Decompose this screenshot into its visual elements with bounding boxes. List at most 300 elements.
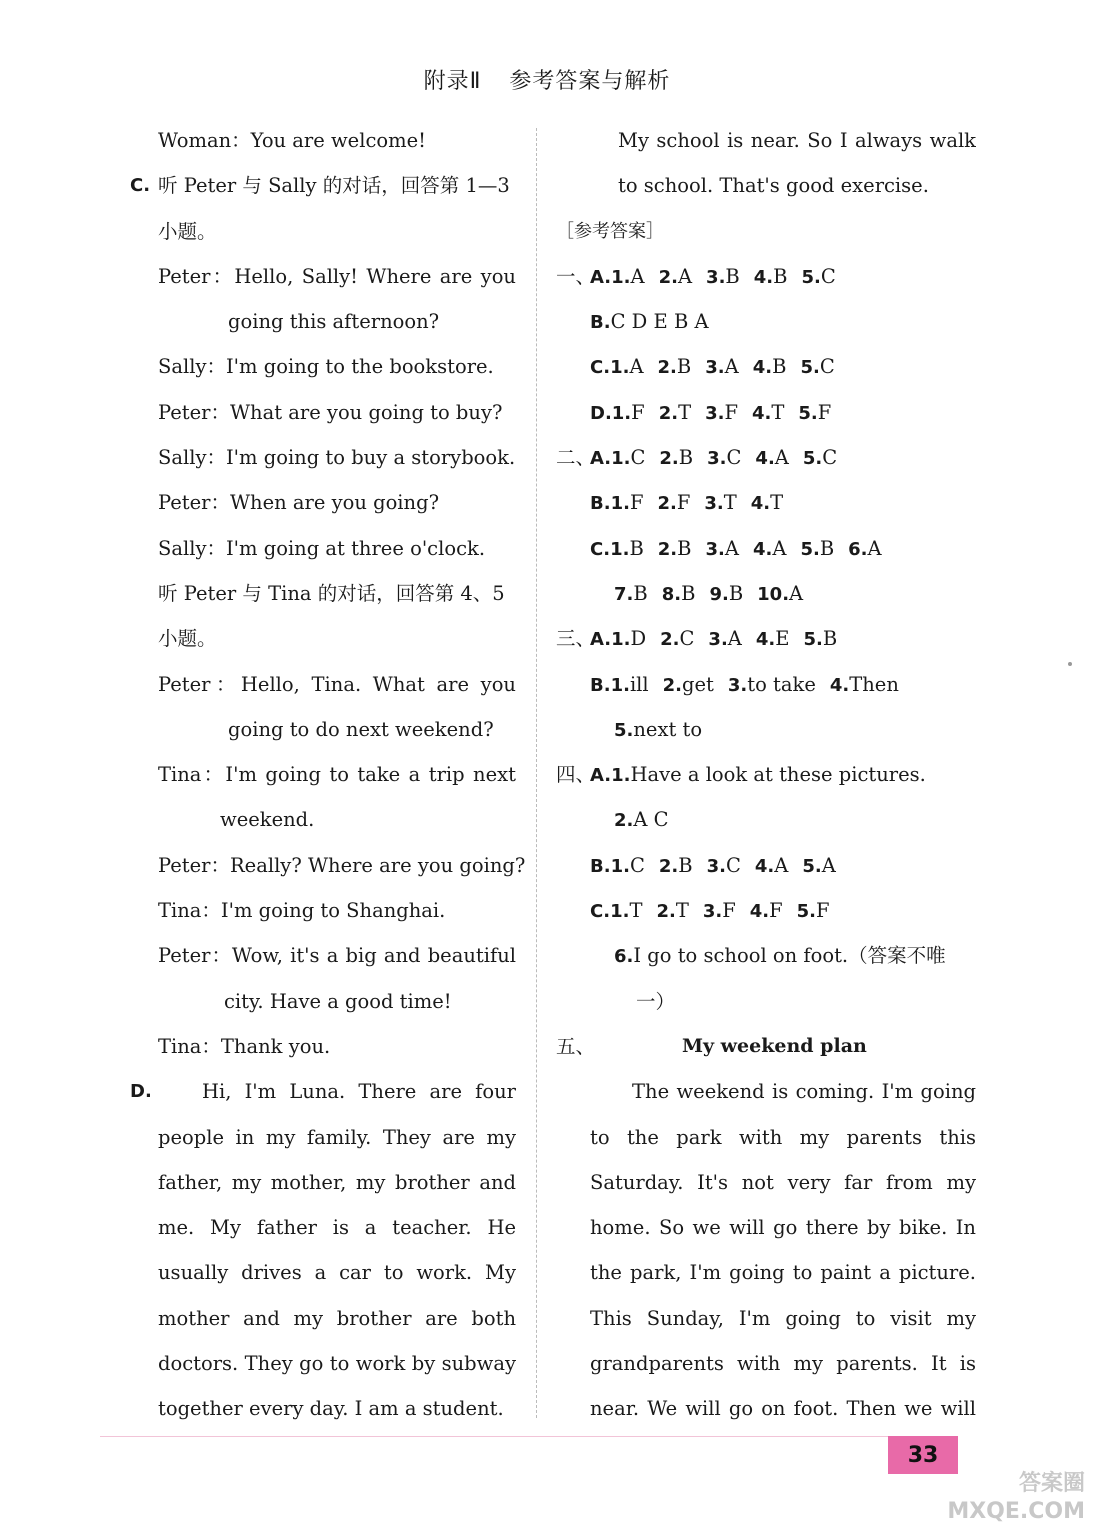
part-label: A. (590, 765, 612, 787)
line-text: near. We will go on foot. Then we will (590, 1397, 976, 1421)
line-text: Tina：I'm going to Shanghai. (158, 899, 446, 923)
line-text: The weekend is coming. I'm going (632, 1080, 976, 1104)
text-line (130, 1205, 516, 1250)
answer-value: C (726, 446, 742, 470)
answer-value: C (630, 446, 646, 470)
answer-value: F (676, 491, 691, 515)
answer-value: F (816, 899, 830, 923)
text-line (130, 571, 516, 616)
question-number: 1. (610, 357, 630, 379)
question-number: 1. (611, 448, 631, 470)
text-line (130, 1160, 516, 1205)
answer-value: C D E B A (610, 310, 709, 334)
answer-row (556, 390, 976, 435)
answer-item (755, 843, 788, 889)
answer-value: T (675, 899, 689, 923)
answer-item (752, 390, 784, 436)
question-number: 1. (611, 765, 631, 787)
text-line (130, 1069, 516, 1114)
line-text: Peter：Wow, it's a big and beautiful (158, 944, 516, 968)
header-title: 参考答案与解析 (509, 69, 671, 94)
answer-value: F (629, 491, 644, 515)
question-number: 10. (757, 583, 790, 605)
answer-item (611, 299, 709, 344)
answer-value: ill (629, 672, 649, 696)
question-number: 3. (705, 538, 725, 560)
part-label: B. (590, 493, 611, 515)
answer-value: B (772, 355, 787, 379)
answer-value: T (629, 899, 643, 923)
question-number: 3. (705, 402, 725, 424)
question-number: 3. (707, 448, 727, 470)
text-line (556, 118, 976, 163)
section-number: 五、 (556, 1034, 596, 1058)
line-text: weekend. (220, 808, 315, 832)
line-text: Hi, I'm Luna. There are four (202, 1080, 516, 1104)
line-text: This Sunday, I'm going to visit my (590, 1306, 976, 1330)
question-number: 5. (800, 538, 820, 560)
line-text: Peter：What are you going to buy? (158, 400, 503, 424)
text-line (130, 797, 516, 842)
line-text: Peter：When are you going? (158, 491, 440, 515)
essay-title-row (556, 1024, 976, 1069)
question-number: 4. (753, 266, 774, 288)
footer-rule (100, 1436, 890, 1437)
answer-item (614, 707, 702, 753)
answer-item (797, 888, 830, 934)
text-line (130, 1115, 516, 1160)
line-text: father, my mother, my brother and (158, 1170, 516, 1194)
question-number: 4. (749, 901, 770, 923)
answer-item (611, 435, 645, 481)
answer-value: C (822, 446, 838, 470)
answer-value: T (723, 491, 737, 515)
answer-value: Then (849, 672, 899, 696)
line-text: Saturday. It's not very far from my (590, 1170, 976, 1194)
answer-row (556, 571, 976, 616)
answer-item (707, 843, 741, 889)
answer-row (556, 933, 976, 978)
line-text: mother and my brother are both (158, 1306, 516, 1330)
answer-value: F (631, 400, 645, 424)
text-line (556, 163, 976, 208)
answer-row (556, 662, 976, 707)
line-text: Tina：Thank you. (158, 1034, 331, 1058)
answer-item (750, 888, 783, 934)
question-number: 2. (659, 448, 679, 470)
question-number: 2. (658, 855, 679, 877)
answer-item (800, 344, 834, 390)
section-label: C. (130, 175, 151, 197)
watermark-text: 答案圈 (1018, 1471, 1085, 1496)
question-number: 5. (801, 266, 821, 288)
part-label: A. (590, 266, 612, 288)
answer-value: B (773, 264, 788, 288)
question-number: 2. (660, 629, 680, 651)
question-number: 1. (611, 266, 631, 288)
essay-line (556, 1250, 976, 1295)
answer-item (658, 526, 692, 572)
question-number: 4. (754, 855, 775, 877)
answer-value: F (817, 400, 832, 424)
text-line (130, 435, 516, 480)
line-text: My school is near. So I always walk (618, 129, 976, 152)
answer-value: B (676, 355, 692, 379)
line-text: 听 Peter 与 Sally 的对话，回答第 1—3 (158, 174, 510, 198)
page-header (0, 64, 1094, 95)
answer-value: B (629, 536, 644, 560)
text-line (130, 163, 516, 208)
answer-item (610, 888, 642, 934)
text-line (130, 118, 516, 163)
question-number: 6. (848, 538, 868, 560)
answer-item (611, 752, 926, 798)
answer-item (611, 843, 645, 889)
answer-item (728, 662, 816, 708)
answer-item (800, 526, 834, 572)
line-text: Sally：I'm going at three o'clock. (158, 536, 486, 560)
answer-value: A (774, 853, 789, 877)
question-number: 2. (658, 402, 679, 424)
answer-item (798, 390, 831, 436)
answer-item (614, 933, 946, 979)
answer-item (753, 344, 787, 390)
line-text: together every day. I am a student. (158, 1397, 504, 1421)
section-number: 四、 (556, 763, 596, 787)
answer-value: I go to school on foot.（答案不唯 (633, 944, 946, 968)
question-number: 4. (751, 402, 772, 424)
answer-value: Have a look at these pictures. (630, 763, 926, 787)
answer-row (556, 254, 976, 299)
question-number: 9. (709, 583, 729, 605)
answer-item (614, 797, 669, 843)
margin-dot (1068, 662, 1072, 666)
answer-value: B (677, 536, 692, 560)
answer-value: B (728, 581, 744, 605)
question-number: 6. (614, 946, 634, 968)
answer-value: B (725, 264, 740, 288)
text-line (130, 344, 516, 389)
answer-value: T (678, 400, 692, 424)
answer-item (636, 979, 675, 1024)
question-number: 2. (658, 266, 678, 288)
question-number: 4. (752, 538, 773, 560)
watermark-url: MXQE.COM (947, 1499, 1085, 1524)
line-text: to school. That's good exercise. (618, 174, 929, 198)
answer-value: B (819, 536, 835, 560)
answer-item (757, 571, 803, 617)
part-label: C. (590, 357, 611, 379)
line-text: to the park with my parents this (590, 1125, 976, 1149)
answer-value: A (724, 536, 739, 560)
essay-line (556, 1341, 976, 1386)
essay-title: My weekend plan (682, 1034, 867, 1057)
essay-line (556, 1115, 976, 1160)
answer-value: to take (747, 672, 816, 696)
text-line (130, 526, 516, 571)
answer-value: C (820, 264, 836, 288)
line-text: 小题。 (158, 627, 217, 651)
answer-value: T (770, 491, 784, 515)
text-line (130, 254, 516, 299)
text-line (130, 1296, 516, 1341)
answer-item (659, 390, 691, 436)
answer-item (659, 843, 693, 889)
question-number: 1. (610, 493, 630, 515)
answer-value: D (630, 627, 647, 651)
line-text: doctors. They go to work by subway (158, 1352, 516, 1376)
text-line (130, 888, 516, 933)
left-column (130, 118, 526, 1432)
header-appendix: 附录Ⅱ (423, 69, 482, 94)
question-number: 5. (796, 901, 817, 923)
answer-row (556, 435, 976, 480)
part-label: B. (590, 855, 611, 877)
answer-value: C (679, 627, 695, 651)
answer-item (706, 254, 740, 300)
answer-row (556, 888, 976, 933)
essay-line (556, 1069, 976, 1114)
question-number: 2. (656, 901, 676, 923)
text-line (130, 390, 516, 435)
answers-heading: ［参考答案］ (556, 220, 664, 242)
answer-item (707, 435, 741, 481)
question-number: 5. (798, 402, 818, 424)
part-label: C. (590, 901, 611, 923)
answer-row (556, 480, 976, 525)
question-number: 4. (755, 629, 776, 651)
part-label: A. (590, 448, 612, 470)
line-text: 听 Peter 与 Tina 的对话，回答第 4、5 (158, 581, 505, 605)
answer-row (556, 707, 976, 752)
question-number: 3. (706, 855, 726, 877)
question-number: 1. (611, 402, 632, 424)
answer-value: T (771, 400, 785, 424)
question-number: 5. (803, 629, 823, 651)
answer-value: A (867, 536, 882, 560)
answer-value: B (822, 627, 838, 651)
line-text: grandparents with my parents. It is (590, 1352, 976, 1376)
question-number: 3. (705, 357, 725, 379)
answer-value: A (772, 536, 787, 560)
answer-item (663, 662, 714, 708)
answer-row (556, 616, 976, 661)
line-text: Sally：I'm going to buy a storybook. (158, 446, 516, 470)
answer-item (657, 480, 690, 526)
right-column (556, 118, 976, 1432)
answer-value: E (775, 627, 790, 651)
answer-value: A (774, 446, 789, 470)
answer-item (611, 662, 649, 708)
question-number: 3. (702, 901, 723, 923)
text-line (130, 752, 516, 797)
question-number: 2. (657, 493, 677, 515)
answer-item (704, 480, 736, 526)
question-number: 7. (614, 583, 634, 605)
answer-item (610, 344, 643, 390)
section-number: 一、 (556, 264, 596, 288)
part-label: C. (590, 538, 611, 560)
text-line (130, 1386, 516, 1431)
answer-value: F (769, 899, 783, 923)
question-number: 1. (611, 629, 631, 651)
answer-value: C (629, 853, 645, 877)
text-line (130, 662, 516, 707)
essay-line (556, 1296, 976, 1341)
answer-item (706, 526, 739, 572)
line-text: going this afternoon? (228, 310, 440, 334)
text-line (130, 843, 526, 888)
line-text: Sally：I'm going to the bookstore. (158, 355, 494, 379)
line-text: going to do next weekend? (228, 717, 494, 741)
part-label: B. (590, 312, 611, 334)
answer-item (656, 888, 688, 934)
question-number: 2. (657, 357, 677, 379)
answer-item (848, 526, 881, 572)
answer-value: A (789, 581, 804, 605)
answer-item (659, 435, 693, 481)
answer-value: B (678, 446, 694, 470)
section-number: 三、 (556, 627, 596, 651)
answer-item (709, 571, 743, 617)
answer-item (662, 571, 696, 617)
answer-item (610, 526, 644, 572)
answer-value: get (682, 672, 714, 696)
text-line (130, 1024, 516, 1069)
answer-value: A C (633, 808, 669, 832)
line-text: Woman：You are welcome! (158, 129, 426, 152)
answer-item (830, 662, 899, 708)
line-text: home. So we will go there by bike. In (590, 1216, 976, 1240)
answer-item (612, 390, 645, 436)
question-number: 4. (829, 674, 850, 696)
answer-value: C (725, 853, 741, 877)
answer-item (660, 616, 694, 662)
answer-item (658, 344, 692, 390)
text-line (130, 299, 516, 344)
answer-value: B (633, 581, 648, 605)
answer-item (614, 571, 648, 617)
answer-item (611, 254, 644, 300)
answer-item (803, 435, 837, 481)
text-line (130, 480, 516, 525)
answer-row (556, 797, 976, 842)
part-label: B. (590, 674, 611, 696)
answer-value: A (630, 264, 645, 288)
text-line (130, 616, 516, 661)
answer-row (556, 299, 976, 344)
answer-item (751, 480, 783, 526)
answer-value: A (677, 264, 693, 288)
answer-value: F (724, 400, 738, 424)
question-number: 4. (750, 493, 771, 515)
answer-value: A (821, 853, 836, 877)
question-number: 2. (614, 810, 634, 832)
section-label: D. (130, 1081, 152, 1103)
question-number: 5. (802, 855, 822, 877)
answer-item (804, 616, 838, 662)
part-label: A. (590, 629, 612, 651)
text-line (130, 933, 516, 978)
answer-value: A (629, 355, 644, 379)
question-number: 3. (706, 266, 726, 288)
line-text: the park, I'm going to paint a picture. (590, 1261, 976, 1285)
line-text: Tina：I'm going to take a trip next (158, 763, 516, 787)
watermark (915, 1470, 1085, 1530)
answer-value: A (727, 627, 742, 651)
answer-value: B (681, 581, 696, 605)
question-number: 3. (708, 629, 728, 651)
answer-value: F (722, 899, 736, 923)
answer-item (708, 616, 741, 662)
question-number: 1. (610, 855, 630, 877)
question-number: 2. (657, 538, 678, 560)
essay-line (556, 1205, 976, 1250)
question-number: 8. (661, 583, 682, 605)
answer-row (556, 979, 976, 1024)
answer-item (703, 888, 736, 934)
question-number: 4. (752, 357, 773, 379)
line-text: Peter：Hello, Tina. What are you (158, 672, 516, 696)
text-line (130, 1341, 516, 1386)
line-text: people in my family. They are my (158, 1125, 516, 1149)
answer-item (753, 526, 786, 572)
text-line (130, 209, 516, 254)
page-number: 33 (888, 1436, 958, 1474)
question-number: 3. (727, 674, 748, 696)
question-number: 5. (802, 448, 823, 470)
answer-row (556, 344, 976, 389)
answer-item (611, 480, 644, 526)
answer-row (556, 843, 976, 888)
text-line (130, 707, 516, 752)
line-text: usually drives a car to work. My (158, 1261, 516, 1285)
line-text: me. My father is a teacher. He (158, 1216, 516, 1240)
line-text: Peter：Really? Where are you going? (158, 853, 526, 877)
text-line (130, 979, 516, 1024)
part-label: D. (590, 402, 612, 424)
answer-value: next to (633, 717, 703, 741)
section-number: 二、 (556, 446, 596, 470)
column-divider (536, 128, 537, 1418)
answer-item (801, 254, 835, 300)
question-number: 1. (610, 674, 630, 696)
question-number: 5. (614, 719, 634, 741)
essay-line (556, 1160, 976, 1205)
answer-item (754, 254, 788, 300)
answer-value: A (724, 355, 739, 379)
line-text: 小题。 (158, 219, 217, 243)
answer-value: C (819, 355, 835, 379)
line-text: city. Have a good time! (224, 989, 452, 1013)
text-line (130, 1250, 516, 1295)
answer-item (756, 616, 790, 662)
question-number: 4. (755, 448, 775, 470)
essay-line (556, 1386, 976, 1431)
answer-item (611, 616, 646, 662)
answer-item (755, 435, 788, 481)
answer-value: B (678, 853, 693, 877)
question-number: 3. (704, 493, 724, 515)
question-number: 2. (662, 674, 683, 696)
answer-row (556, 752, 976, 797)
answer-item (705, 390, 738, 436)
line-text: Peter：Hello, Sally! Where are you (158, 264, 516, 288)
answer-item (705, 344, 738, 390)
answer-item (802, 843, 835, 889)
question-number: 1. (610, 538, 630, 560)
answer-value: 一） (636, 989, 676, 1013)
